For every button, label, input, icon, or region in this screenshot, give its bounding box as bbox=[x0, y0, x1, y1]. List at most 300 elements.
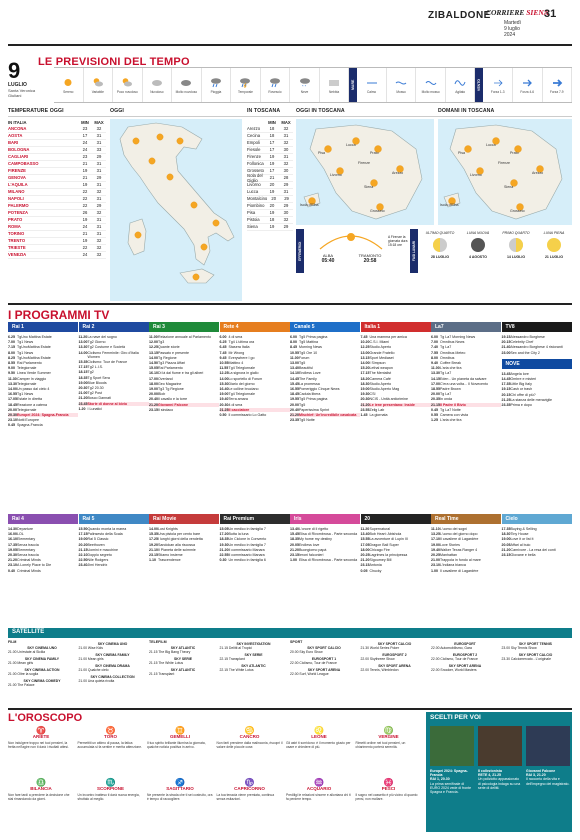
program-title: Tiny House bbox=[510, 532, 529, 537]
moon-icon bbox=[546, 237, 562, 253]
program-title: Stiamo insieme bbox=[158, 553, 183, 558]
program-time: 10.55 bbox=[290, 350, 299, 355]
tuscany-today-head: OGGI IN TOSCANA bbox=[296, 108, 345, 114]
program-time: 12.00 bbox=[149, 340, 158, 345]
program-time: 19.15 bbox=[501, 335, 511, 339]
channel-schedule bbox=[220, 335, 290, 417]
program-time: 17.05 bbox=[360, 542, 370, 547]
satellite-item: 23.30 Calciomercato - L'originale bbox=[501, 657, 551, 661]
program-title: The Mentalist bbox=[369, 371, 392, 376]
tv-program bbox=[8, 351, 78, 355]
satellite-item: 22.00 Skythreee Show bbox=[360, 657, 395, 661]
program-title: Trascendence bbox=[158, 558, 181, 563]
program-title: Sandokan alla riscossa bbox=[158, 542, 195, 547]
temp-min: 24 bbox=[82, 252, 88, 258]
sign-name: CANCRO bbox=[239, 734, 260, 739]
channel-logo bbox=[431, 322, 501, 332]
program-title: A Lonely Place to Die bbox=[17, 563, 52, 568]
temp-row bbox=[8, 231, 106, 238]
tv-program bbox=[431, 340, 501, 344]
legend-fog-icon bbox=[328, 77, 340, 88]
legend-item bbox=[84, 68, 114, 102]
program-time: 14.45 bbox=[290, 376, 299, 381]
temp-max: 32 bbox=[96, 126, 102, 132]
tv-program bbox=[8, 553, 78, 557]
map-city-label: Lucca bbox=[486, 143, 496, 147]
badge-month: LUGLIO bbox=[8, 82, 27, 88]
program-time: 18.55 bbox=[431, 387, 440, 392]
program-time: 21.20 bbox=[8, 558, 17, 563]
satellite-item: SKY SPORT ARENA bbox=[378, 664, 411, 668]
tv-program bbox=[290, 361, 360, 365]
moon-phase-name: ULTIMO QUARTO bbox=[425, 231, 455, 235]
sign-name: SCORPIONE bbox=[96, 786, 124, 791]
temp-max: 29 bbox=[284, 196, 289, 202]
program-title: Butta la luna bbox=[228, 532, 249, 537]
temp-min: 20 bbox=[269, 182, 275, 188]
program-time: 15.55 bbox=[360, 537, 370, 542]
tv-program bbox=[79, 402, 149, 406]
tv-program bbox=[431, 418, 501, 422]
map-city-label: Firenze bbox=[498, 161, 510, 165]
program-title: Tg La7 bbox=[440, 345, 452, 350]
program-title: La avventure di Lupin III bbox=[369, 537, 408, 542]
tv-program bbox=[8, 558, 78, 562]
map-city-label: Siena bbox=[364, 185, 374, 189]
temp-city: Firenze bbox=[247, 154, 261, 160]
program-time: 17.35 bbox=[501, 527, 511, 531]
program-time: 20.00 bbox=[431, 392, 440, 397]
program-title: Doppio segreto bbox=[87, 553, 112, 558]
channel-name: Iris bbox=[294, 515, 302, 522]
tv-program bbox=[220, 366, 290, 370]
temp-min: 17 bbox=[269, 140, 275, 146]
zodiac-pesci-icon: ♓ bbox=[383, 778, 394, 787]
temp-row bbox=[247, 210, 293, 217]
program-time: 0.45 bbox=[431, 407, 438, 412]
program-time: 13.30 bbox=[78, 345, 88, 350]
moon-phase-date: 4 AGOSTO bbox=[469, 255, 487, 260]
sunrise-label: ALBA bbox=[322, 253, 334, 258]
program-time: 17.15 bbox=[78, 532, 88, 537]
sign-text: Non farti prendere dalla malinconia, riscopri il valore delle piccole cose. bbox=[216, 741, 283, 749]
tv-program bbox=[502, 345, 572, 349]
italy-temps-head: TEMPERATURE OGGI bbox=[8, 108, 64, 114]
satellite-item: EUROSPORT bbox=[454, 642, 476, 646]
map-city-label: Livorno bbox=[470, 173, 482, 177]
satellite-col bbox=[149, 640, 217, 679]
tv-title: I PROGRAMMI TV bbox=[8, 308, 110, 322]
tv-channel bbox=[502, 514, 572, 558]
program-title: Tg4 Telegiornale bbox=[228, 366, 256, 371]
tv-program bbox=[8, 403, 78, 407]
moon-icon bbox=[432, 237, 448, 253]
program-time: 0.45 bbox=[8, 423, 15, 428]
program-title: Tg4 Telegiornale bbox=[228, 392, 256, 397]
program-time: 11.00 bbox=[431, 366, 440, 371]
tv-program bbox=[361, 543, 431, 547]
pick-text: La prima semifinale di EURO 2024 vede di fronte Spagna e Francia. bbox=[430, 781, 472, 795]
program-time: 11.20 bbox=[78, 335, 88, 339]
sunrise bbox=[310, 253, 346, 264]
tv-program bbox=[431, 403, 501, 407]
program-time: 7.55 bbox=[431, 350, 438, 355]
tv-program bbox=[361, 413, 431, 417]
tv-program bbox=[290, 408, 360, 412]
channel-name: Rai 3 bbox=[153, 323, 165, 330]
channel-name: Italia 1 bbox=[364, 323, 381, 330]
tv-program bbox=[290, 548, 360, 552]
tv-program bbox=[361, 403, 431, 407]
horoscope-rule bbox=[8, 708, 572, 710]
program-time: 23.15 bbox=[360, 563, 370, 568]
satellite-item: 21.15 Transplant bbox=[149, 672, 175, 676]
tv-program bbox=[502, 403, 572, 407]
temp-city: Montalcino bbox=[247, 196, 268, 202]
satellite-item: SKY SPORT ARENA bbox=[307, 668, 341, 672]
program-time: 23.15 bbox=[290, 553, 299, 558]
section-title: ZIBALDONE bbox=[428, 10, 491, 21]
tv-program bbox=[8, 366, 78, 370]
program-time: 23.45 bbox=[78, 401, 88, 406]
channel-logo bbox=[8, 322, 78, 332]
temp-max: 32 bbox=[96, 245, 102, 251]
tv-program bbox=[79, 365, 149, 369]
program-time: 17.15 bbox=[78, 365, 88, 370]
temp-max: 29 bbox=[283, 203, 289, 209]
temp-min: 19 bbox=[269, 189, 275, 195]
wind-item bbox=[543, 68, 573, 102]
moon-phase-name: PRIMO QUARTO bbox=[502, 231, 530, 235]
svg-text:* *: * * bbox=[301, 83, 306, 88]
temp-min: 20 bbox=[271, 196, 277, 202]
horoscope-sign bbox=[147, 778, 213, 801]
tv-program bbox=[431, 345, 501, 349]
horoscope-sign bbox=[217, 726, 283, 749]
tv-program bbox=[220, 548, 290, 552]
program-title: Tg5 Prima pagina bbox=[299, 397, 328, 402]
temp-row bbox=[247, 196, 293, 203]
program-time: 17.10 bbox=[431, 537, 440, 542]
tv-program bbox=[361, 537, 431, 541]
temp-min: 22 bbox=[82, 189, 88, 195]
legend-item bbox=[290, 68, 320, 102]
program-title: Morning News bbox=[299, 345, 322, 350]
program-time: 13.40 bbox=[290, 366, 299, 371]
temp-row bbox=[247, 147, 293, 154]
legend-label: Nuvoloso bbox=[150, 89, 164, 94]
program-title: Omnibus bbox=[440, 355, 455, 360]
program-title: My home my destiny bbox=[299, 537, 332, 542]
program-title: Everywhere I go bbox=[228, 355, 255, 360]
temp-row bbox=[8, 140, 106, 147]
legend-item bbox=[320, 68, 350, 102]
program-title: Studio Aperto Mag bbox=[369, 387, 400, 392]
satellite-head: TELEFILM bbox=[149, 640, 167, 644]
tv-program bbox=[79, 381, 149, 385]
sunset bbox=[352, 253, 388, 264]
tv-program bbox=[8, 371, 78, 375]
program-title: Palinsesto della Scala bbox=[87, 532, 123, 537]
horoscope-sign bbox=[147, 726, 213, 749]
program-time: 19.30 bbox=[360, 392, 370, 397]
program-time: 16.10 bbox=[149, 371, 158, 376]
channel-name: TV8 bbox=[505, 323, 515, 330]
temp-city: Siena bbox=[247, 224, 258, 230]
tv-program bbox=[290, 351, 360, 355]
ephemeris-box bbox=[306, 229, 410, 273]
tv-program bbox=[290, 403, 360, 407]
program-time: 20.15 bbox=[501, 392, 511, 397]
channel-logo bbox=[290, 322, 360, 332]
tuscany-tomorrow-map bbox=[438, 119, 572, 225]
program-time: 6.00 bbox=[290, 335, 297, 339]
channel-schedule bbox=[502, 372, 572, 407]
satellite-item: SKY CINEMA UNO bbox=[97, 642, 128, 646]
program-title: Eden - Un pianeta da salvare bbox=[440, 376, 487, 381]
program-time: 15.45 bbox=[290, 381, 299, 386]
horoscope-sign bbox=[217, 778, 283, 801]
program-title: Tg1 News bbox=[17, 392, 34, 397]
temp-city: Livorno bbox=[247, 182, 261, 188]
temp-max: 31 bbox=[96, 231, 102, 237]
channel-name: Real Time bbox=[435, 515, 459, 522]
horoscope-sign bbox=[8, 778, 74, 801]
program-title: Antonia bbox=[369, 563, 382, 568]
program-time: 10.20 bbox=[360, 340, 370, 345]
channel-logo bbox=[220, 322, 290, 332]
program-time: 18.00 bbox=[149, 381, 158, 386]
temp-row bbox=[247, 189, 293, 196]
program-title: Tg3 bbox=[158, 340, 165, 345]
header-rule bbox=[8, 44, 572, 46]
tv-program bbox=[431, 543, 501, 547]
tv-program bbox=[431, 408, 501, 412]
program-title: Il sindaco bbox=[158, 407, 174, 412]
temp-min: 19 bbox=[269, 210, 275, 216]
program-title: Criminal Minds bbox=[17, 558, 41, 563]
program-title: Una pistola per cento bare bbox=[158, 532, 201, 537]
temp-row bbox=[247, 161, 293, 168]
program-time: 21.15 bbox=[78, 547, 88, 552]
satellite-item: SKY CINEMA COLLECTION bbox=[90, 675, 135, 679]
tv-program bbox=[361, 371, 431, 375]
temp-min: 21 bbox=[82, 175, 88, 181]
pick-item bbox=[430, 726, 474, 794]
program-time: 7.00 bbox=[431, 340, 438, 345]
temp-max: 33 bbox=[96, 147, 102, 153]
program-time: 23.40 bbox=[78, 563, 88, 568]
tv-program bbox=[8, 413, 78, 417]
sunset-label: TRAMONTO bbox=[358, 253, 382, 258]
temp-row bbox=[8, 168, 106, 175]
program-time: 19.00 bbox=[78, 380, 88, 385]
program-time: 21.10 bbox=[149, 547, 158, 552]
program-time: 20.40 bbox=[290, 407, 299, 412]
program-title: Un Ciclone in Convento bbox=[228, 537, 267, 542]
program-title: Pomeriggio Cinque News bbox=[299, 387, 340, 392]
tv-program bbox=[431, 413, 501, 417]
temp-row bbox=[8, 210, 106, 217]
temp-city: Grosseto bbox=[247, 168, 264, 174]
temp-max: 31 bbox=[96, 140, 102, 146]
tv-program bbox=[431, 371, 501, 375]
legend-item bbox=[54, 68, 84, 102]
channel-schedule bbox=[8, 335, 78, 428]
tuscany-temp-table bbox=[247, 119, 293, 231]
program-time: 14.10 bbox=[290, 371, 299, 376]
program-time: 19.00 bbox=[501, 537, 511, 542]
tv-program bbox=[8, 527, 78, 531]
channel-name: La7 bbox=[435, 323, 444, 330]
tv-program bbox=[220, 413, 290, 417]
program-time: 20.25 bbox=[360, 553, 370, 558]
temp-min: 18 bbox=[269, 126, 275, 132]
tv-program bbox=[290, 537, 360, 541]
channel-schedule bbox=[220, 527, 290, 562]
legend-sun-icon bbox=[62, 77, 74, 88]
program-title: Love it or list it bbox=[510, 537, 534, 542]
program-title: Tg3 Tg Regione bbox=[158, 387, 184, 392]
day-length-note: A Firenze la giornata dura 15:18 ore bbox=[388, 235, 408, 248]
tv-program bbox=[431, 335, 501, 339]
program-time: 8.00 bbox=[8, 350, 15, 355]
sign-text: Non fare tardi a prendere la decisione che stai rimandando da giorni. bbox=[8, 793, 70, 801]
program-time: 21.15 bbox=[431, 402, 440, 407]
program-title: Blue Bloods bbox=[87, 380, 107, 385]
program-time: 20.20 bbox=[78, 542, 88, 547]
moon-phase-name: LUNA NUOVA bbox=[466, 231, 490, 235]
program-title: Paperissima Sprint bbox=[299, 407, 330, 412]
program-title: Supernatural bbox=[369, 527, 391, 531]
program-time: 21.20 bbox=[219, 547, 229, 552]
program-title: Una mamma per amica bbox=[369, 335, 407, 339]
program-time: 11.00 bbox=[290, 355, 299, 360]
legend-label: Pioggia bbox=[210, 89, 222, 94]
channel-logo bbox=[79, 514, 149, 524]
satellite-item: 21.15 Delitti al Tropici bbox=[219, 646, 252, 650]
temp-city: ROMA bbox=[8, 224, 21, 230]
page-number: 31 bbox=[544, 8, 557, 20]
tv-program bbox=[220, 543, 290, 547]
tv-program bbox=[431, 537, 501, 541]
channel-logo bbox=[220, 514, 290, 524]
temp-min: 19 bbox=[82, 168, 88, 174]
program-time: 0.55 bbox=[431, 413, 438, 418]
channel-schedule bbox=[361, 527, 431, 573]
satellite-item: SKY CINEMA ACTION bbox=[24, 668, 60, 672]
badge-saint: Santa Veronica Giuliani bbox=[8, 88, 36, 99]
program-time: 19.00 bbox=[78, 537, 88, 542]
map-city-label: Prato bbox=[370, 151, 379, 155]
program-title: Prima e dopo bbox=[510, 403, 532, 408]
program-time: 12.25 bbox=[219, 371, 229, 376]
channel-name: 20 bbox=[364, 515, 371, 522]
tv-program bbox=[79, 351, 149, 359]
program-title: Chi offre di più? bbox=[510, 392, 536, 397]
program-title: Tg2 Giorno bbox=[87, 340, 106, 345]
temp-max: 32 bbox=[96, 238, 102, 244]
tv-program bbox=[431, 351, 501, 355]
pick-image bbox=[526, 726, 570, 766]
channel-schedule bbox=[290, 335, 360, 422]
tv-program bbox=[8, 418, 78, 422]
tv-channel bbox=[220, 514, 290, 563]
program-title: Sex and the City 2 bbox=[510, 350, 540, 355]
program-time: 14.45 bbox=[501, 377, 511, 382]
program-title: Lethal weapon bbox=[369, 366, 393, 371]
program-time: 13.00 bbox=[78, 340, 88, 345]
tv-program bbox=[220, 345, 290, 349]
temp-row bbox=[8, 203, 106, 210]
temp-row bbox=[247, 217, 293, 224]
header-date: Martedì 9 luglio 2024 bbox=[504, 20, 521, 38]
temp-max: 31 bbox=[283, 189, 289, 195]
tv-program bbox=[431, 558, 501, 562]
legend-label: Molto nuvoloso bbox=[175, 89, 198, 94]
tv-program bbox=[8, 392, 78, 396]
program-time: 17.00 bbox=[431, 381, 440, 386]
program-time: 6.25 bbox=[8, 335, 15, 339]
italy-map bbox=[110, 119, 242, 301]
program-time: 1.25 bbox=[431, 418, 438, 423]
tv-program bbox=[220, 397, 290, 401]
tv-program bbox=[220, 361, 290, 365]
temp-max: 31 bbox=[96, 217, 102, 223]
moon-icon bbox=[508, 237, 524, 253]
legend-snow-icon bbox=[299, 77, 311, 88]
tv-program bbox=[8, 335, 78, 339]
temp-max: 32 bbox=[96, 189, 102, 195]
program-time: 20.30 bbox=[219, 402, 229, 407]
tv-program bbox=[8, 532, 78, 536]
program-time: 18.20 bbox=[360, 376, 370, 381]
program-title: Tg3 Piazza Affari bbox=[158, 361, 186, 366]
program-time: 9.50 bbox=[8, 371, 15, 376]
program-time: 19.00 bbox=[219, 392, 229, 397]
legend-label: Rovescio bbox=[268, 89, 282, 94]
temp-min: 22 bbox=[82, 196, 88, 202]
channel-schedule bbox=[502, 527, 572, 557]
program-time: 8.25 bbox=[8, 355, 15, 360]
tv-program bbox=[361, 392, 431, 396]
pick-text: Un poliziotto appassionato di psicologia indaga su una serie di delitti. bbox=[478, 777, 521, 790]
program-time: 22.55 bbox=[219, 553, 229, 558]
satellite-item: 21.00 Oltre la soglia bbox=[8, 672, 39, 676]
channel-logo bbox=[149, 322, 219, 332]
moon-phase-date: 28 LUGLIO bbox=[430, 255, 450, 260]
program-time: 14.15 bbox=[431, 376, 440, 381]
program-title: Tg Sport Sera bbox=[87, 375, 110, 380]
tv-program bbox=[502, 532, 572, 536]
program-title: Dragon Ball Super bbox=[369, 542, 399, 547]
sign-name: SAGITTARIO bbox=[166, 786, 194, 791]
temp-min: 23 bbox=[82, 154, 88, 160]
sun-arc-icon bbox=[316, 231, 386, 251]
map-city-label: Isola d'Elba bbox=[440, 203, 459, 207]
horoscope-title: L'OROSCOPO bbox=[8, 712, 83, 724]
program-time: 15.35 bbox=[78, 360, 88, 365]
satellite-col bbox=[220, 640, 288, 675]
temp-max: 31 bbox=[96, 224, 102, 230]
program-title: Tg5 Ore 10 bbox=[299, 350, 318, 355]
program-time: 15.45 bbox=[290, 532, 299, 537]
program-time: 0.50 bbox=[219, 413, 227, 418]
program-time: 8.00 bbox=[290, 340, 297, 345]
program-title: Celebrity Chef bbox=[510, 340, 534, 345]
program-title: Alessandro Borghese bbox=[510, 335, 545, 339]
tv-program bbox=[361, 335, 431, 339]
